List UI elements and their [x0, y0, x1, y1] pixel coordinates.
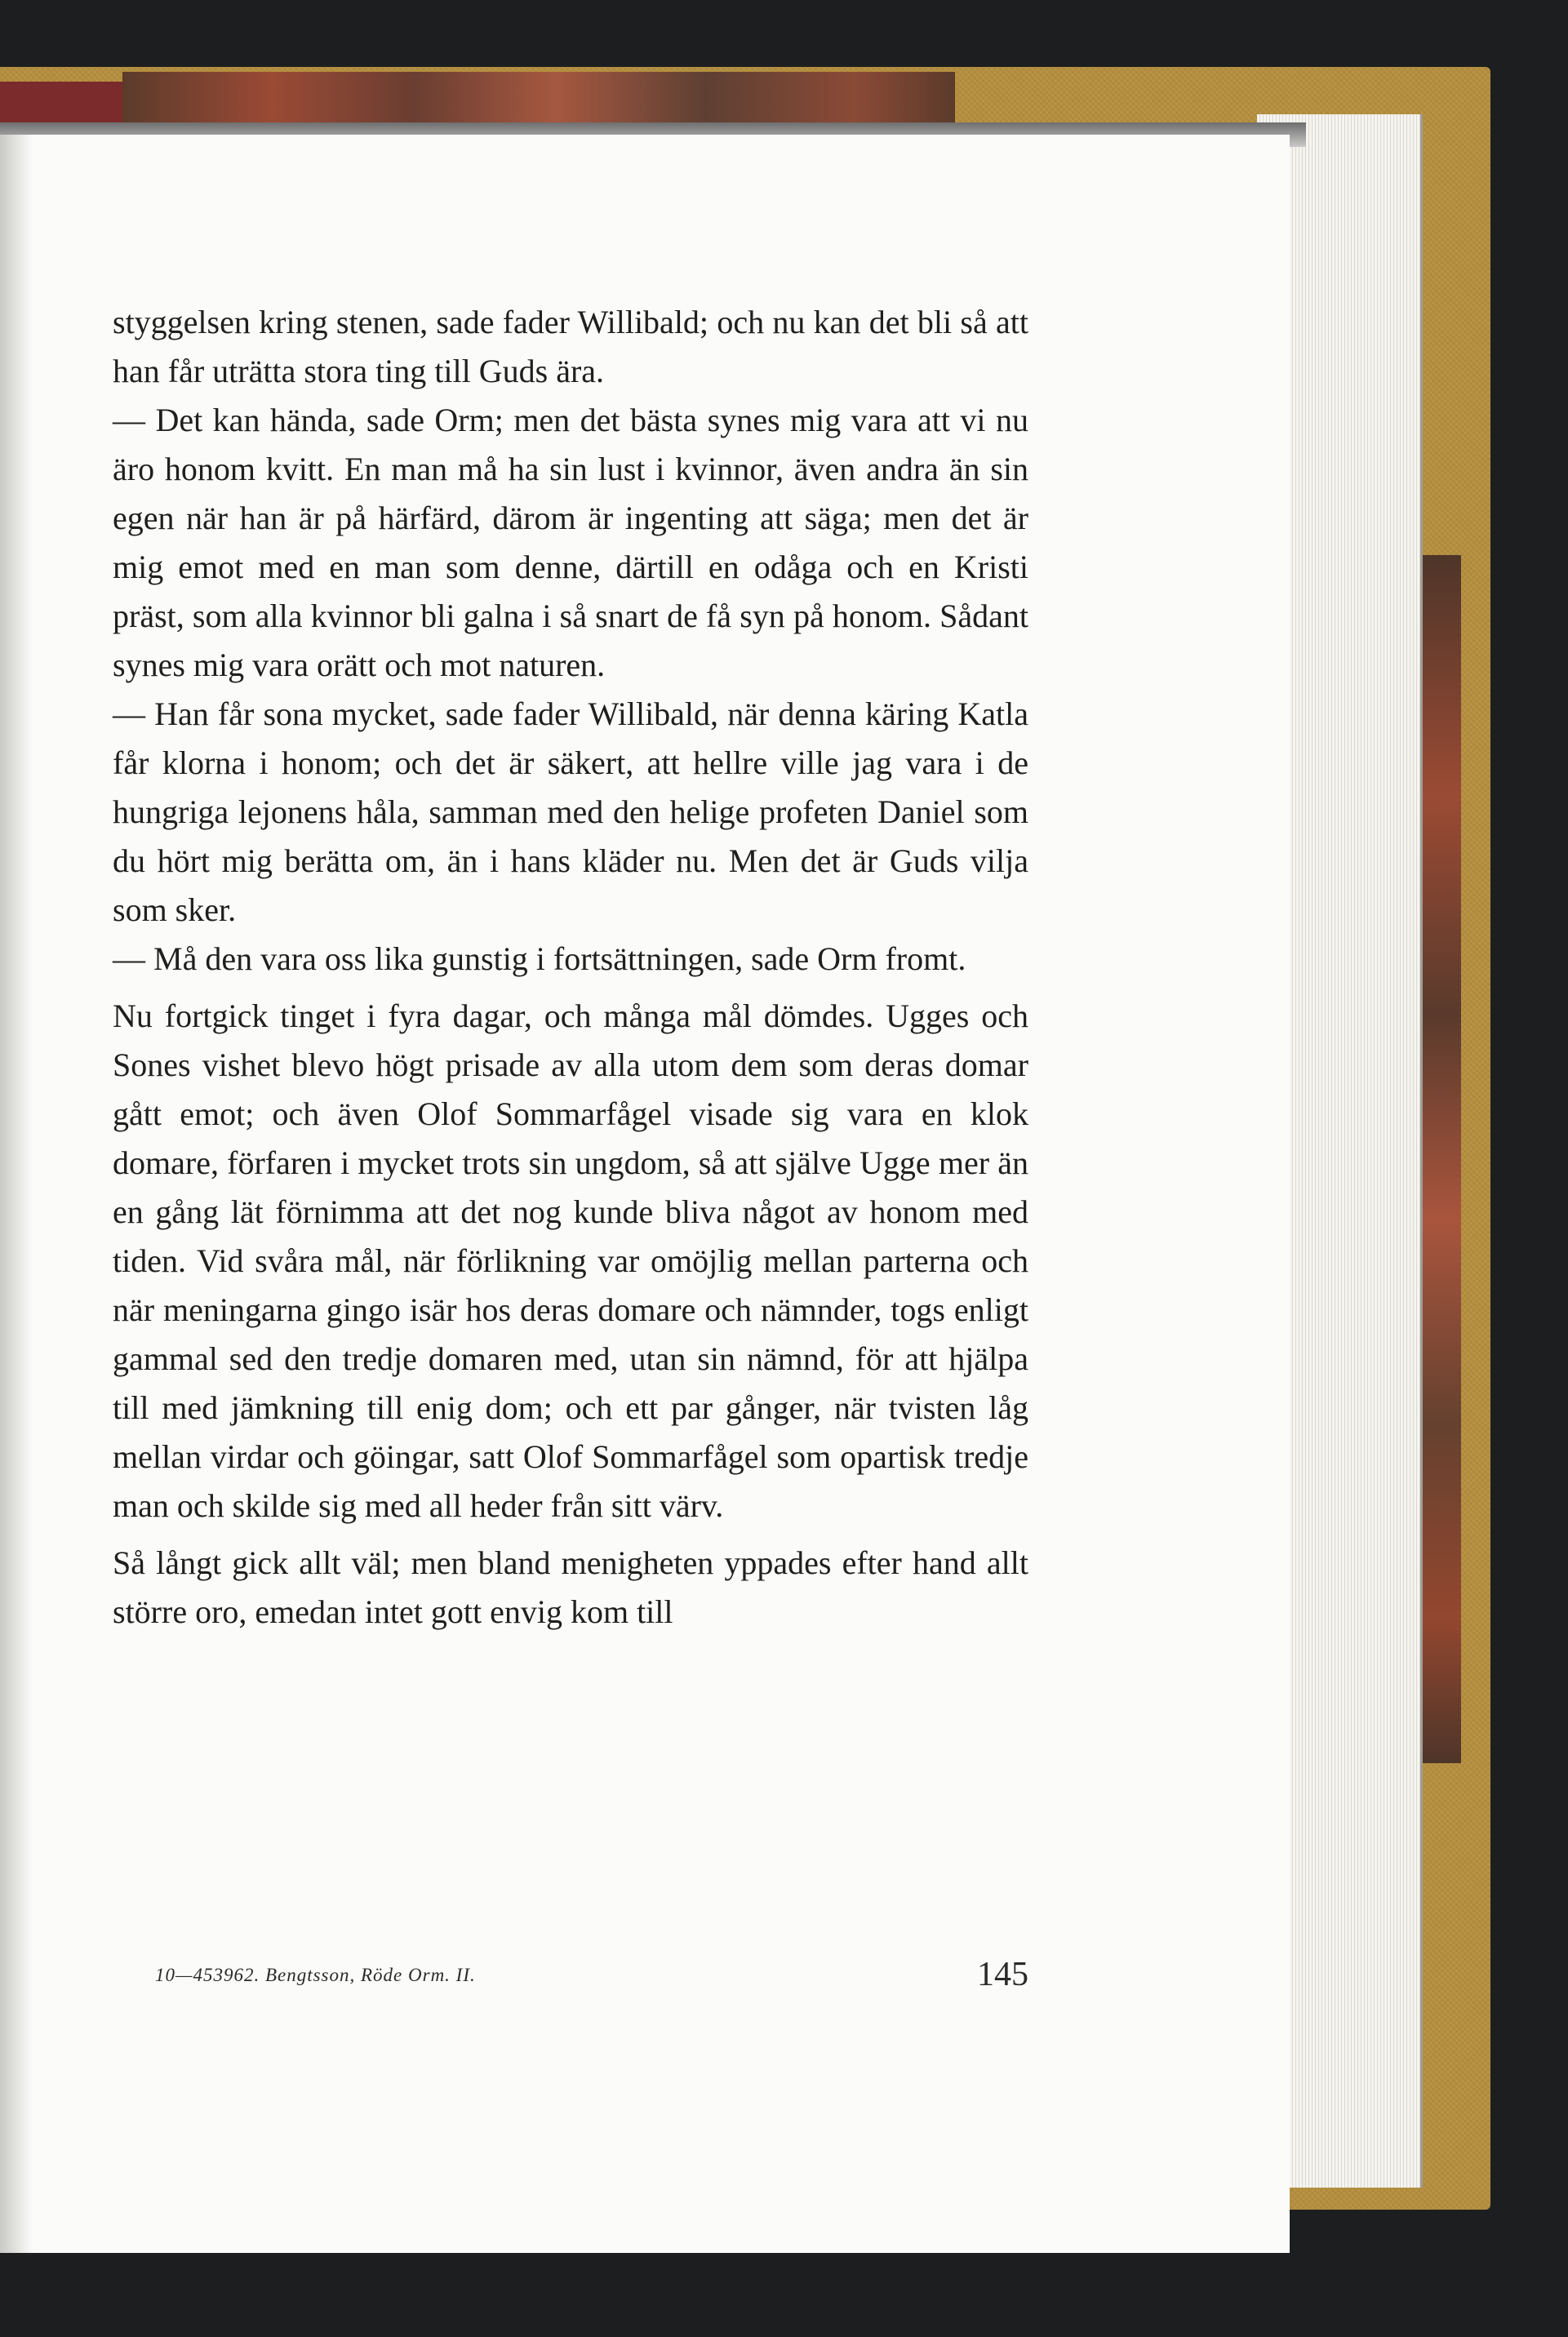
gutter-shade	[0, 135, 33, 2253]
paragraph: — Må den vara oss lika gunstig i fortsättningen, sade Orm fromt.	[113, 940, 966, 977]
paragraph: — Det kan hända, sade Orm; men det bästa synes mig vara att vi nu äro honom kvitt. En man må ha sin lust i kvinnor, även andra än sin egen när han är på härfärd, därom är ingenting att säga; men det är mig emot med en man som denne, därtill en odåga och en Kristi präst, som alla kvinnor bli galna i så snart de få syn på honom. Sådant synes mig vara orätt och mot naturen.	[113, 402, 1028, 683]
marbled-endpaper-edge	[1416, 555, 1461, 1763]
paragraph: Så långt gick allt väl; men bland menigheten yppades efter hand allt större oro, emedan intet gott envig kom till	[113, 1544, 1028, 1630]
paragraph: — Han får sona mycket, sade fader Willibald, när denna käring Katla får klorna i honom; och det är säkert, att hellre ville jag vara i de hungriga lejonens håla, samman med den helige profeten Daniel som du hört mig berätta om, än i hans kläder nu. Men det är Guds vilja som sker.	[113, 695, 1028, 928]
paragraph: styggelsen kring stenen, sade fader Willibald; och nu kan det bli så att han får uträtta stora ting till Guds ära.	[113, 304, 1028, 389]
paragraph: Nu fortgick tinget i fyra dagar, och många mål dömdes. Ugges och Sones vishet blevo högt prisade av alla utom dem som deras domar gått emot; och även Olof Sommarfågel visade sig vara en klok domare, förfaren i mycket trots sin ungdom, så att själve Ugge mer än en gång lät förnimma att det nog kunde bliva något av honom med tiden. Vid svåra mål, när förlikning var omöjlig mellan parterna och när meningarna gingo isär hos deras domare och nämnder, togs enligt gammal sed den tredje domaren med, utan sin nämnd, för att hjälpa till med jämkning till enig dom; och ett par gånger, när tvisten låg mellan virdar och göingar, satt Olof Sommarfågel som opartisk tredje man och skilde sig med all heder från sitt värv.	[113, 997, 1028, 1524]
page-footer	[113, 1955, 1028, 2004]
page-text	[113, 298, 1028, 1637]
printer-signature: 10—453962. Bengtsson, Röde Orm. II.	[155, 1965, 476, 1985]
page-number: 145	[977, 1956, 1028, 1993]
